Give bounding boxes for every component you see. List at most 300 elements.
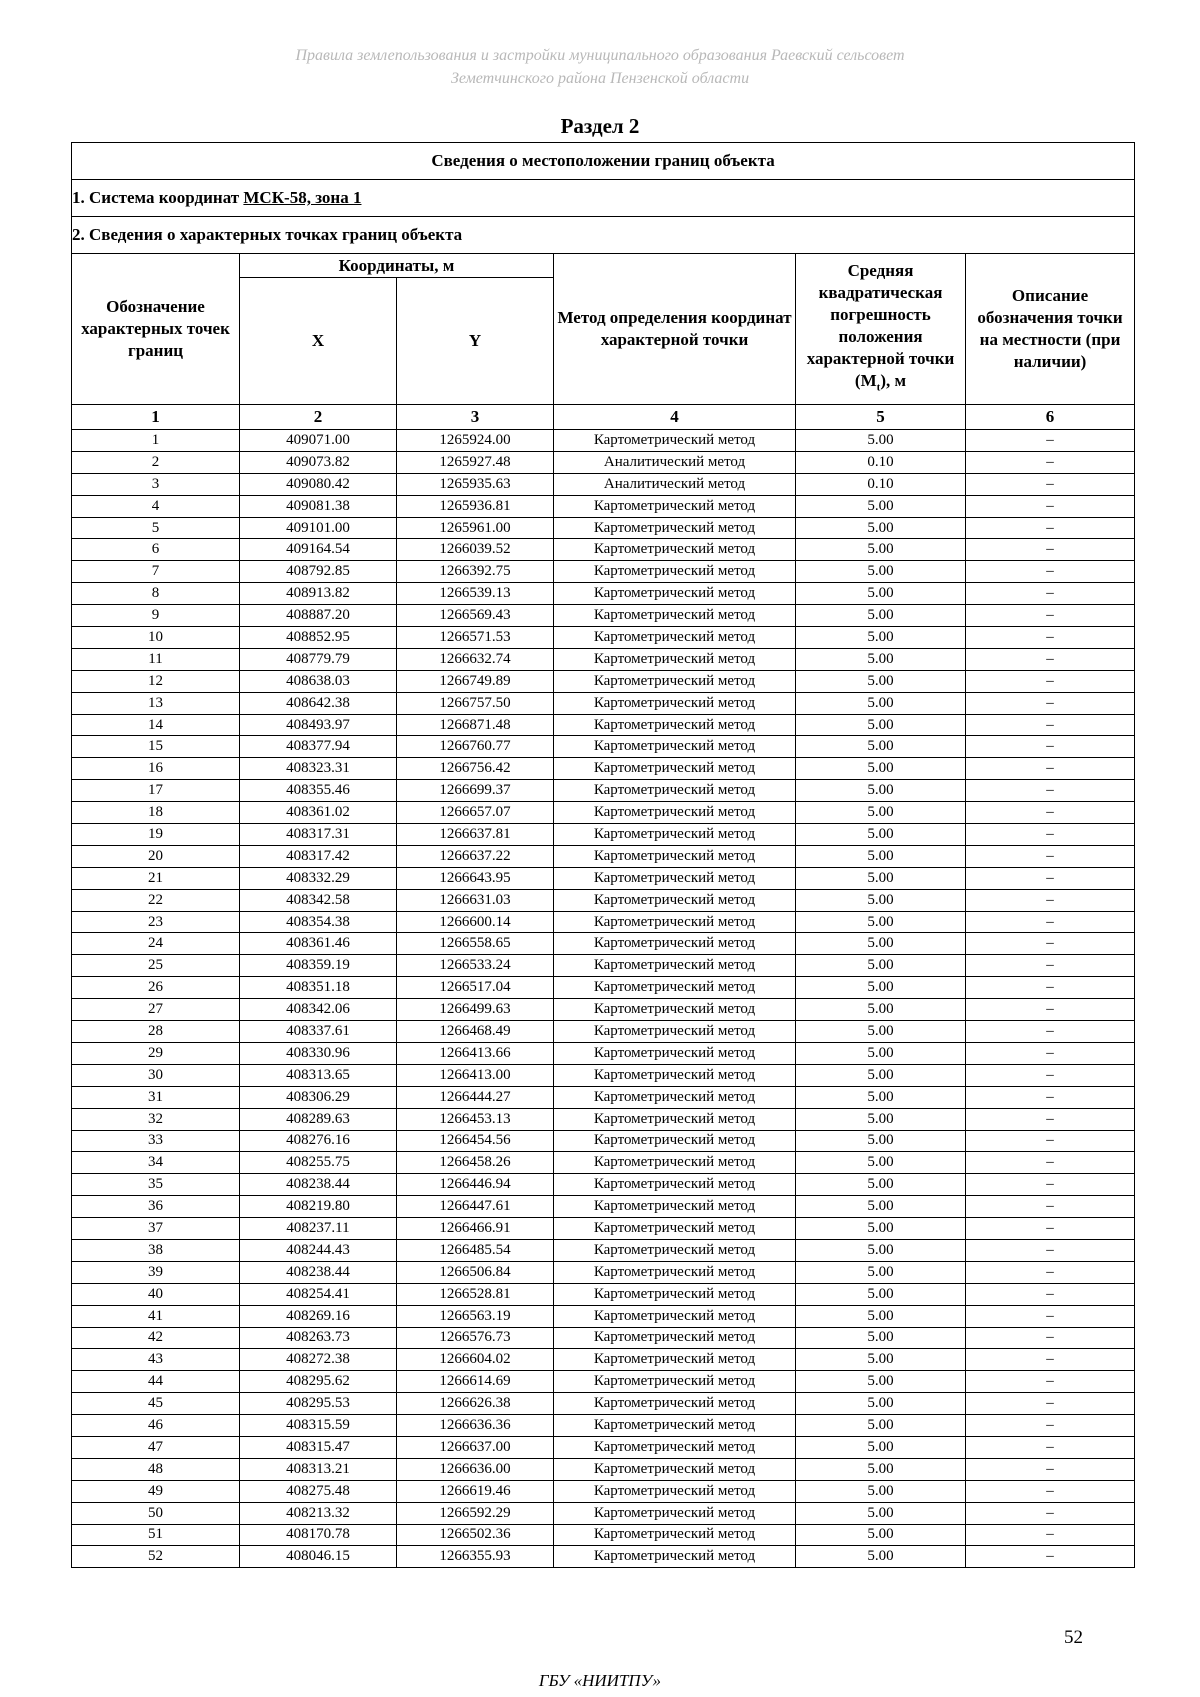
running-header-line-1: Правила землепользования и застройки муниципального образования Раевский сельсовет — [295, 47, 905, 64]
point-number-cell: 22 — [72, 889, 240, 911]
point-number-cell: 7 — [72, 561, 240, 583]
error-cell: 0.10 — [796, 451, 966, 473]
y-coordinate-cell: 1266699.37 — [397, 780, 554, 802]
table-row — [72, 1371, 1135, 1393]
y-coordinate-cell: 1266039.52 — [397, 539, 554, 561]
table-row — [72, 977, 1135, 999]
method-cell: Картометрический метод — [554, 1064, 796, 1086]
x-coordinate-cell: 408493.97 — [240, 714, 397, 736]
x-coordinate-cell: 408238.44 — [240, 1261, 397, 1283]
method-cell: Картометрический метод — [554, 692, 796, 714]
table-row — [72, 583, 1135, 605]
point-number-cell: 44 — [72, 1371, 240, 1393]
error-cell: 5.00 — [796, 1239, 966, 1261]
x-coordinate-cell: 408244.43 — [240, 1239, 397, 1261]
y-coordinate-cell: 1266600.14 — [397, 911, 554, 933]
description-cell: – — [966, 1546, 1135, 1568]
y-coordinate-cell: 1265927.48 — [397, 451, 554, 473]
table-body — [72, 430, 1135, 1568]
y-coordinate-cell: 1265961.00 — [397, 517, 554, 539]
error-cell: 5.00 — [796, 670, 966, 692]
method-cell: Картометрический метод — [554, 517, 796, 539]
x-coordinate-cell: 408317.31 — [240, 824, 397, 846]
description-cell: – — [966, 1436, 1135, 1458]
method-cell: Картометрический метод — [554, 933, 796, 955]
x-coordinate-cell: 408337.61 — [240, 1021, 397, 1043]
y-coordinate-cell: 1265935.63 — [397, 473, 554, 495]
error-cell: 5.00 — [796, 1283, 966, 1305]
table-caption: Сведения о местоположении границ объекта — [72, 143, 1135, 180]
x-coordinate-cell: 408351.18 — [240, 977, 397, 999]
description-cell: – — [966, 1174, 1135, 1196]
error-cell: 5.00 — [796, 1086, 966, 1108]
x-coordinate-cell: 408295.62 — [240, 1371, 397, 1393]
table-row — [72, 1042, 1135, 1064]
y-coordinate-cell: 1266632.74 — [397, 648, 554, 670]
y-coordinate-cell: 1265936.81 — [397, 495, 554, 517]
table-row — [72, 1415, 1135, 1437]
table-caption-row — [72, 143, 1135, 180]
y-coordinate-cell: 1266756.42 — [397, 758, 554, 780]
error-cell: 5.00 — [796, 627, 966, 649]
method-cell: Картометрический метод — [554, 1174, 796, 1196]
x-coordinate-cell: 408170.78 — [240, 1524, 397, 1546]
x-coordinate-cell: 408361.02 — [240, 802, 397, 824]
table-row — [72, 1152, 1135, 1174]
x-coordinate-cell: 408275.48 — [240, 1480, 397, 1502]
point-number-cell: 30 — [72, 1064, 240, 1086]
description-cell: – — [966, 1108, 1135, 1130]
method-cell: Картометрический метод — [554, 889, 796, 911]
col-header-y: Y — [397, 278, 554, 405]
description-cell: – — [966, 648, 1135, 670]
error-cell: 5.00 — [796, 1196, 966, 1218]
table-row — [72, 692, 1135, 714]
x-coordinate-cell: 408354.38 — [240, 911, 397, 933]
x-coordinate-cell: 408330.96 — [240, 1042, 397, 1064]
method-cell: Аналитический метод — [554, 473, 796, 495]
error-cell: 5.00 — [796, 911, 966, 933]
x-coordinate-cell: 408342.58 — [240, 889, 397, 911]
point-number-cell: 18 — [72, 802, 240, 824]
column-number: 2 — [240, 405, 397, 430]
method-cell: Картометрический метод — [554, 1327, 796, 1349]
table-row — [72, 1305, 1135, 1327]
error-cell: 5.00 — [796, 1502, 966, 1524]
table-row — [72, 1174, 1135, 1196]
point-number-cell: 25 — [72, 955, 240, 977]
point-number-cell: 14 — [72, 714, 240, 736]
point-number-cell: 27 — [72, 999, 240, 1021]
table-row — [72, 1546, 1135, 1568]
table-row — [72, 561, 1135, 583]
point-number-cell: 41 — [72, 1305, 240, 1327]
point-number-cell: 11 — [72, 648, 240, 670]
table-row — [72, 1086, 1135, 1108]
table-row — [72, 430, 1135, 452]
description-cell: – — [966, 517, 1135, 539]
x-coordinate-cell: 408638.03 — [240, 670, 397, 692]
column-number: 4 — [554, 405, 796, 430]
method-cell: Картометрический метод — [554, 495, 796, 517]
table-row — [72, 1327, 1135, 1349]
description-cell: – — [966, 780, 1135, 802]
point-number-cell: 48 — [72, 1458, 240, 1480]
running-header-line-2: Земетчинского района Пензенской области — [450, 70, 750, 87]
method-cell: Картометрический метод — [554, 1349, 796, 1371]
y-coordinate-cell: 1266871.48 — [397, 714, 554, 736]
error-cell: 5.00 — [796, 845, 966, 867]
description-cell: – — [966, 583, 1135, 605]
col-header-error: Средняя квадратическая погрешность положения характерной точки $(M_t)$, м — [796, 254, 966, 405]
method-cell: Картометрический метод — [554, 1042, 796, 1064]
description-cell: – — [966, 451, 1135, 473]
description-cell: – — [966, 714, 1135, 736]
method-cell: Аналитический метод — [554, 451, 796, 473]
error-cell: 5.00 — [796, 780, 966, 802]
method-cell: Картометрический метод — [554, 1458, 796, 1480]
table-row — [72, 824, 1135, 846]
error-cell: 5.00 — [796, 495, 966, 517]
error-cell: 5.00 — [796, 1349, 966, 1371]
column-number: 6 — [966, 405, 1135, 430]
point-number-cell: 26 — [72, 977, 240, 999]
error-cell: 5.00 — [796, 1458, 966, 1480]
error-cell: 5.00 — [796, 605, 966, 627]
error-cell: 5.00 — [796, 1174, 966, 1196]
y-coordinate-cell: 1266643.95 — [397, 867, 554, 889]
description-cell: – — [966, 473, 1135, 495]
point-number-cell: 4 — [72, 495, 240, 517]
page-footer: ГБУ «НИИТПУ» — [538, 1671, 662, 1690]
table-row — [72, 758, 1135, 780]
y-coordinate-cell: 1266626.38 — [397, 1393, 554, 1415]
x-coordinate-cell: 408219.80 — [240, 1196, 397, 1218]
y-coordinate-cell: 1266517.04 — [397, 977, 554, 999]
point-number-cell: 50 — [72, 1502, 240, 1524]
point-number-cell: 32 — [72, 1108, 240, 1130]
method-cell: Картометрический метод — [554, 1021, 796, 1043]
error-cell: 5.00 — [796, 867, 966, 889]
description-cell: – — [966, 670, 1135, 692]
x-coordinate-cell: 408315.47 — [240, 1436, 397, 1458]
table-row — [72, 999, 1135, 1021]
method-cell: Картометрический метод — [554, 1152, 796, 1174]
x-coordinate-cell: 409164.54 — [240, 539, 397, 561]
y-coordinate-cell: 1266757.50 — [397, 692, 554, 714]
point-number-cell: 31 — [72, 1086, 240, 1108]
table-row — [72, 670, 1135, 692]
description-cell: – — [966, 561, 1135, 583]
method-cell: Картометрический метод — [554, 670, 796, 692]
point-number-cell: 34 — [72, 1152, 240, 1174]
description-cell: – — [966, 867, 1135, 889]
error-cell: 5.00 — [796, 1524, 966, 1546]
error-cell: 5.00 — [796, 1130, 966, 1152]
point-number-cell: 51 — [72, 1524, 240, 1546]
y-coordinate-cell: 1266468.49 — [397, 1021, 554, 1043]
point-number-cell: 45 — [72, 1393, 240, 1415]
point-number-cell: 19 — [72, 824, 240, 846]
method-cell: Картометрический метод — [554, 911, 796, 933]
y-coordinate-cell: 1266506.84 — [397, 1261, 554, 1283]
x-coordinate-cell: 408359.19 — [240, 955, 397, 977]
y-coordinate-cell: 1266760.77 — [397, 736, 554, 758]
description-cell: – — [966, 1327, 1135, 1349]
x-coordinate-cell: 408213.32 — [240, 1502, 397, 1524]
method-cell: Картометрический метод — [554, 1239, 796, 1261]
y-coordinate-cell: 1266749.89 — [397, 670, 554, 692]
table-row — [72, 955, 1135, 977]
method-cell: Картометрический метод — [554, 977, 796, 999]
point-number-cell: 6 — [72, 539, 240, 561]
description-cell: – — [966, 692, 1135, 714]
description-cell: – — [966, 1152, 1135, 1174]
x-coordinate-cell: 408276.16 — [240, 1130, 397, 1152]
x-coordinate-cell: 408323.31 — [240, 758, 397, 780]
point-number-cell: 24 — [72, 933, 240, 955]
table-row — [72, 605, 1135, 627]
description-cell: – — [966, 430, 1135, 452]
error-cell: 5.00 — [796, 1371, 966, 1393]
col-header-designation: Обозначение характерных точек границ — [72, 254, 240, 405]
y-coordinate-cell: 1266637.81 — [397, 824, 554, 846]
points-caption: 2. Сведения о характерных точках границ объекта — [72, 217, 1135, 254]
y-coordinate-cell: 1266454.56 — [397, 1130, 554, 1152]
method-cell: Картометрический метод — [554, 1371, 796, 1393]
point-number-cell: 52 — [72, 1546, 240, 1568]
point-number-cell: 21 — [72, 867, 240, 889]
description-cell: – — [966, 1415, 1135, 1437]
description-cell: – — [966, 1349, 1135, 1371]
error-cell: 5.00 — [796, 736, 966, 758]
y-coordinate-cell: 1266499.63 — [397, 999, 554, 1021]
table-row — [72, 473, 1135, 495]
column-number: 1 — [72, 405, 240, 430]
method-cell: Картометрический метод — [554, 1436, 796, 1458]
y-coordinate-cell: 1266485.54 — [397, 1239, 554, 1261]
x-coordinate-cell: 408913.82 — [240, 583, 397, 605]
point-number-cell: 8 — [72, 583, 240, 605]
method-cell: Картометрический метод — [554, 999, 796, 1021]
x-coordinate-cell: 408779.79 — [240, 648, 397, 670]
method-cell: Картометрический метод — [554, 1546, 796, 1568]
x-coordinate-cell: 408272.38 — [240, 1349, 397, 1371]
description-cell: – — [966, 1458, 1135, 1480]
method-cell: Картометрический метод — [554, 627, 796, 649]
x-coordinate-cell: 408332.29 — [240, 867, 397, 889]
description-cell: – — [966, 605, 1135, 627]
table-row — [72, 1196, 1135, 1218]
error-cell: 5.00 — [796, 1415, 966, 1437]
description-cell: – — [966, 933, 1135, 955]
error-cell: 5.00 — [796, 539, 966, 561]
description-cell: – — [966, 1283, 1135, 1305]
y-coordinate-cell: 1266533.24 — [397, 955, 554, 977]
error-cell: 5.00 — [796, 692, 966, 714]
x-coordinate-cell: 408306.29 — [240, 1086, 397, 1108]
error-cell: 5.00 — [796, 1393, 966, 1415]
point-number-cell: 16 — [72, 758, 240, 780]
y-coordinate-cell: 1266453.13 — [397, 1108, 554, 1130]
y-coordinate-cell: 1266528.81 — [397, 1283, 554, 1305]
point-number-cell: 40 — [72, 1283, 240, 1305]
table-row — [72, 802, 1135, 824]
table-row — [72, 1349, 1135, 1371]
y-coordinate-cell: 1266569.43 — [397, 605, 554, 627]
x-coordinate-cell: 408342.06 — [240, 999, 397, 1021]
description-cell: – — [966, 539, 1135, 561]
y-coordinate-cell: 1266458.26 — [397, 1152, 554, 1174]
col-header-description: Описание обозначения точки на местности (при наличии) — [966, 254, 1135, 405]
description-cell: – — [966, 1305, 1135, 1327]
point-number-cell: 15 — [72, 736, 240, 758]
description-cell: – — [966, 999, 1135, 1021]
y-coordinate-cell: 1266502.36 — [397, 1524, 554, 1546]
error-cell: 5.00 — [796, 802, 966, 824]
table-row — [72, 1502, 1135, 1524]
x-coordinate-cell: 408237.11 — [240, 1218, 397, 1240]
method-cell: Картометрический метод — [554, 648, 796, 670]
method-cell: Картометрический метод — [554, 736, 796, 758]
table-row — [72, 539, 1135, 561]
y-coordinate-cell: 1266571.53 — [397, 627, 554, 649]
method-cell: Картометрический метод — [554, 1283, 796, 1305]
error-cell: 5.00 — [796, 1042, 966, 1064]
y-coordinate-cell: 1266413.00 — [397, 1064, 554, 1086]
method-cell: Картометрический метод — [554, 583, 796, 605]
point-number-cell: 5 — [72, 517, 240, 539]
point-number-cell: 23 — [72, 911, 240, 933]
y-coordinate-cell: 1266558.65 — [397, 933, 554, 955]
error-cell: 5.00 — [796, 648, 966, 670]
point-number-cell: 20 — [72, 845, 240, 867]
description-cell: – — [966, 1261, 1135, 1283]
point-number-cell: 3 — [72, 473, 240, 495]
description-cell: – — [966, 1393, 1135, 1415]
y-coordinate-cell: 1266657.07 — [397, 802, 554, 824]
description-cell: – — [966, 1502, 1135, 1524]
method-cell: Картометрический метод — [554, 1502, 796, 1524]
method-cell: Картометрический метод — [554, 758, 796, 780]
x-coordinate-cell: 408852.95 — [240, 627, 397, 649]
method-cell: Картометрический метод — [554, 1196, 796, 1218]
point-number-cell: 13 — [72, 692, 240, 714]
coordinate-system-value: МСК-58, зона 1 — [243, 188, 362, 207]
table-row — [72, 889, 1135, 911]
table-row — [72, 867, 1135, 889]
table-row — [72, 845, 1135, 867]
table-row — [72, 1064, 1135, 1086]
method-cell: Картометрический метод — [554, 1130, 796, 1152]
point-number-cell: 1 — [72, 430, 240, 452]
y-coordinate-cell: 1266619.46 — [397, 1480, 554, 1502]
method-cell: Картометрический метод — [554, 845, 796, 867]
description-cell: – — [966, 1524, 1135, 1546]
table-row — [72, 1393, 1135, 1415]
error-cell: 5.00 — [796, 1305, 966, 1327]
x-coordinate-cell: 409080.42 — [240, 473, 397, 495]
point-number-cell: 42 — [72, 1327, 240, 1349]
x-coordinate-cell: 408792.85 — [240, 561, 397, 583]
method-cell: Картометрический метод — [554, 714, 796, 736]
page-number: 52 — [1064, 1627, 1083, 1648]
point-number-cell: 35 — [72, 1174, 240, 1196]
y-coordinate-cell: 1266592.29 — [397, 1502, 554, 1524]
method-cell: Картометрический метод — [554, 1086, 796, 1108]
x-coordinate-cell: 408295.53 — [240, 1393, 397, 1415]
error-cell: 5.00 — [796, 977, 966, 999]
col-header-x: X — [240, 278, 397, 405]
column-numbers-row — [72, 405, 1135, 430]
x-coordinate-cell: 408361.46 — [240, 933, 397, 955]
method-cell: Картометрический метод — [554, 780, 796, 802]
error-cell: 5.00 — [796, 1327, 966, 1349]
table-row — [72, 1480, 1135, 1502]
point-number-cell: 46 — [72, 1415, 240, 1437]
description-cell: – — [966, 889, 1135, 911]
error-cell: 0.10 — [796, 473, 966, 495]
method-cell: Картометрический метод — [554, 1108, 796, 1130]
x-coordinate-cell: 408255.75 — [240, 1152, 397, 1174]
table-row — [72, 648, 1135, 670]
y-coordinate-cell: 1266563.19 — [397, 1305, 554, 1327]
y-coordinate-cell: 1266446.94 — [397, 1174, 554, 1196]
col-header-method: Метод определения координат характерной точки — [554, 254, 796, 405]
description-cell: – — [966, 802, 1135, 824]
point-number-cell: 12 — [72, 670, 240, 692]
coordinate-system-row — [72, 180, 1135, 217]
y-coordinate-cell: 1266466.91 — [397, 1218, 554, 1240]
description-cell: – — [966, 1064, 1135, 1086]
method-cell: Картометрический метод — [554, 1218, 796, 1240]
error-cell: 5.00 — [796, 889, 966, 911]
x-coordinate-cell: 408377.94 — [240, 736, 397, 758]
table-row — [72, 933, 1135, 955]
point-number-cell: 38 — [72, 1239, 240, 1261]
y-coordinate-cell: 1266636.36 — [397, 1415, 554, 1437]
method-cell: Картометрический метод — [554, 802, 796, 824]
table-row — [72, 1524, 1135, 1546]
point-number-cell: 43 — [72, 1349, 240, 1371]
error-cell: 5.00 — [796, 824, 966, 846]
method-cell: Картометрический метод — [554, 1524, 796, 1546]
y-coordinate-cell: 1266637.22 — [397, 845, 554, 867]
method-cell: Картометрический метод — [554, 1261, 796, 1283]
x-coordinate-cell: 408642.38 — [240, 692, 397, 714]
x-coordinate-cell: 408313.65 — [240, 1064, 397, 1086]
error-cell: 5.00 — [796, 1218, 966, 1240]
y-coordinate-cell: 1266539.13 — [397, 583, 554, 605]
section-title: Раздел 2 — [560, 114, 640, 138]
point-number-cell: 10 — [72, 627, 240, 649]
error-cell: 5.00 — [796, 1152, 966, 1174]
table-row — [72, 517, 1135, 539]
method-cell: Картометрический метод — [554, 1415, 796, 1437]
running-header — [0, 44, 1200, 90]
col-header-coordinates: Координаты, м — [240, 254, 554, 278]
point-number-cell: 2 — [72, 451, 240, 473]
description-cell: – — [966, 1196, 1135, 1218]
x-coordinate-cell: 408313.21 — [240, 1458, 397, 1480]
column-number: 3 — [397, 405, 554, 430]
description-cell: – — [966, 845, 1135, 867]
point-number-cell: 29 — [72, 1042, 240, 1064]
coordinate-system-label: 1. Система координат — [72, 188, 244, 207]
error-cell: 5.00 — [796, 1108, 966, 1130]
x-coordinate-cell: 409071.00 — [240, 430, 397, 452]
table-row — [72, 736, 1135, 758]
